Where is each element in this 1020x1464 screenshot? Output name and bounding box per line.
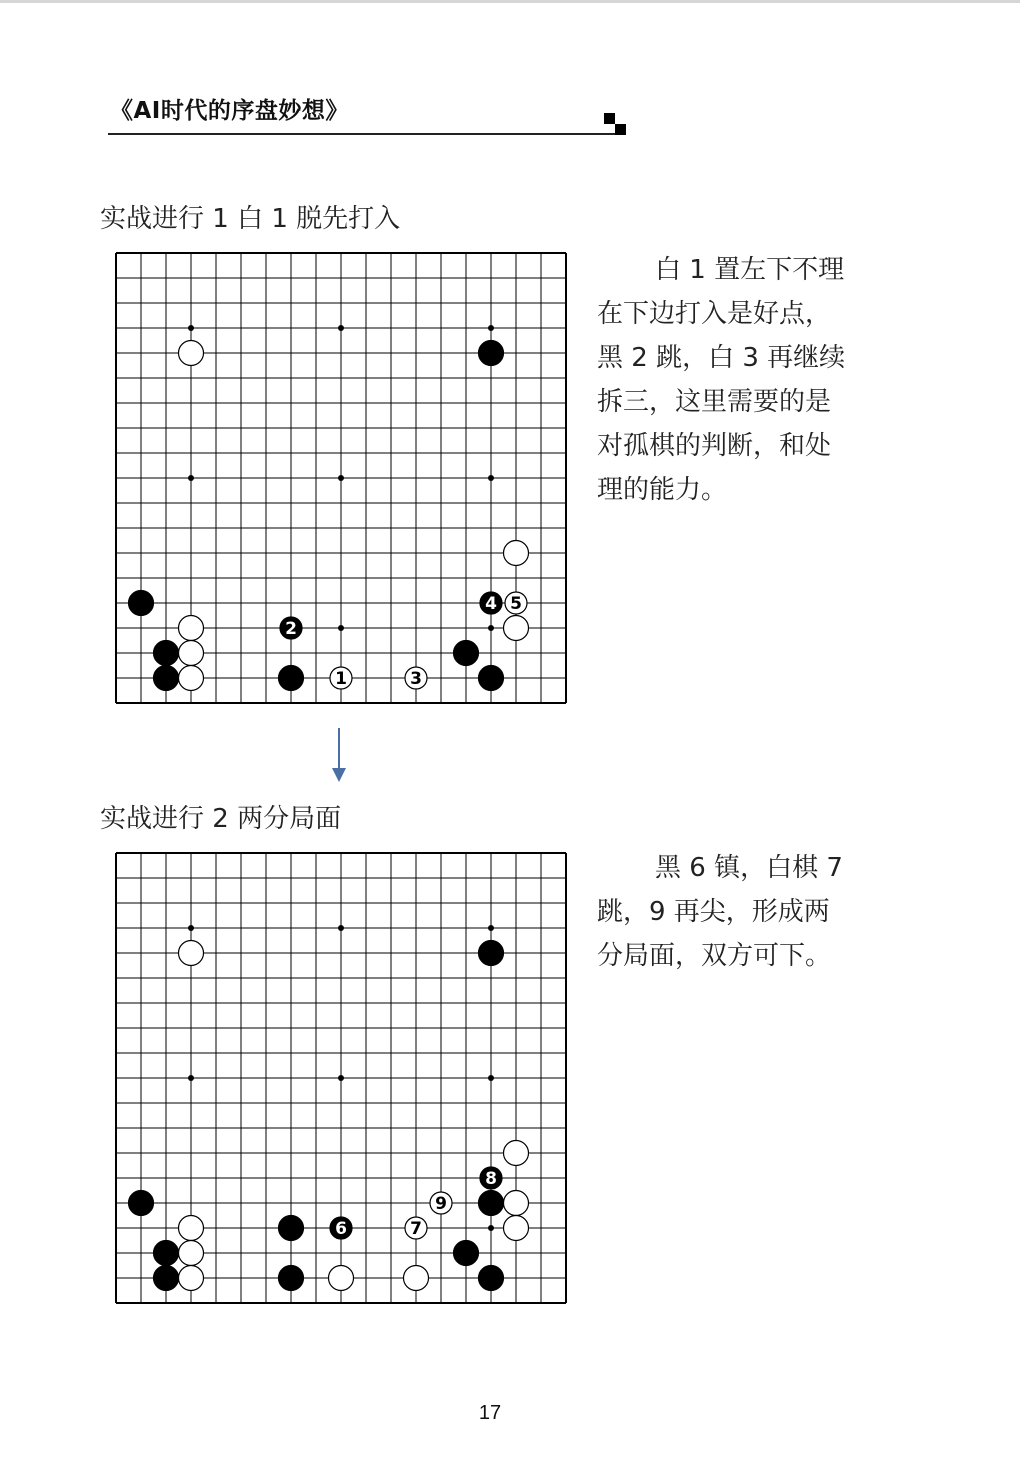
white-stone bbox=[329, 1266, 354, 1291]
stone-body bbox=[404, 1266, 429, 1291]
star-point bbox=[488, 325, 494, 331]
move-number: 5 bbox=[510, 594, 522, 614]
stone-body bbox=[329, 1266, 354, 1291]
stone-body bbox=[504, 541, 529, 566]
stone-body bbox=[154, 666, 179, 691]
book-title: 《AI时代的序盘妙想》 bbox=[110, 98, 349, 124]
black-stone bbox=[129, 591, 154, 616]
star-point bbox=[488, 925, 494, 931]
black-stone bbox=[154, 1241, 179, 1266]
stone-body bbox=[454, 641, 479, 666]
star-point bbox=[338, 475, 344, 481]
down-arrow-icon bbox=[329, 728, 349, 784]
black-stone bbox=[479, 1266, 504, 1291]
star-point bbox=[338, 1075, 344, 1081]
move-number: 9 bbox=[435, 1194, 447, 1214]
numbered-white-stone bbox=[430, 1192, 452, 1214]
black-stone bbox=[454, 641, 479, 666]
white-stone bbox=[179, 1216, 204, 1241]
black-stone bbox=[154, 666, 179, 691]
stone-body bbox=[179, 941, 204, 966]
star-point bbox=[488, 1225, 494, 1231]
white-stone bbox=[179, 1241, 204, 1266]
numbered-white-stone bbox=[330, 667, 352, 689]
stone-body bbox=[179, 1266, 204, 1291]
stone-body bbox=[504, 1216, 529, 1241]
white-stone bbox=[504, 541, 529, 566]
go-board-svg bbox=[110, 250, 574, 708]
page-number: 17 bbox=[478, 1402, 502, 1424]
stone-body bbox=[504, 1191, 529, 1216]
black-stone bbox=[154, 641, 179, 666]
black-stone bbox=[479, 1191, 504, 1216]
numbered-white-stone bbox=[405, 667, 427, 689]
star-point bbox=[188, 475, 194, 481]
black-stone bbox=[154, 1266, 179, 1291]
move-number: 6 bbox=[335, 1219, 347, 1239]
black-stone bbox=[279, 1266, 304, 1291]
move-number: 2 bbox=[285, 619, 297, 639]
diagram-2-caption: 实战进行 2 两分局面 bbox=[100, 804, 342, 834]
stone-body bbox=[279, 1266, 304, 1291]
black-stone bbox=[279, 1216, 304, 1241]
stone-body bbox=[504, 616, 529, 641]
star-point bbox=[188, 925, 194, 931]
numbered-black-stone bbox=[280, 617, 302, 639]
black-stone bbox=[479, 666, 504, 691]
white-stone bbox=[404, 1266, 429, 1291]
move-number: 3 bbox=[410, 669, 422, 689]
move-number: 4 bbox=[485, 594, 497, 614]
black-stone bbox=[479, 941, 504, 966]
numbered-black-stone bbox=[480, 1167, 502, 1189]
black-stone bbox=[129, 1191, 154, 1216]
stone-body bbox=[479, 666, 504, 691]
star-point bbox=[338, 925, 344, 931]
stone-body bbox=[154, 1241, 179, 1266]
white-stone bbox=[179, 641, 204, 666]
stone-body bbox=[179, 1216, 204, 1241]
numbered-white-stone bbox=[505, 592, 527, 614]
stone-body bbox=[454, 1241, 479, 1266]
stone-body bbox=[129, 591, 154, 616]
go-board-1 bbox=[110, 250, 574, 708]
numbered-black-stone bbox=[480, 592, 502, 614]
star-point bbox=[188, 325, 194, 331]
header-corner-mark bbox=[604, 113, 615, 124]
black-stone bbox=[454, 1241, 479, 1266]
stone-body bbox=[179, 641, 204, 666]
white-stone bbox=[504, 1191, 529, 1216]
diagram-2-commentary: 黑 6 镇，白棋 7 跳，9 再尖，形成两分局面，双方可下。 bbox=[597, 853, 843, 971]
diagram-1-caption: 实战进行 1 白 1 脱先打入 bbox=[100, 204, 401, 234]
stone-body bbox=[479, 1266, 504, 1291]
stone-body bbox=[279, 666, 304, 691]
stone-body bbox=[504, 1141, 529, 1166]
header-rule bbox=[108, 133, 626, 135]
stone-body bbox=[179, 616, 204, 641]
white-stone bbox=[179, 666, 204, 691]
white-stone bbox=[179, 941, 204, 966]
stone-body bbox=[479, 1191, 504, 1216]
numbered-black-stone bbox=[330, 1217, 352, 1239]
move-number: 7 bbox=[410, 1219, 422, 1239]
move-number: 1 bbox=[335, 669, 347, 689]
white-stone bbox=[504, 616, 529, 641]
black-stone bbox=[279, 666, 304, 691]
stone-body bbox=[154, 1266, 179, 1291]
stone-body bbox=[179, 341, 204, 366]
white-stone bbox=[179, 341, 204, 366]
stone-body bbox=[279, 1216, 304, 1241]
star-point bbox=[338, 325, 344, 331]
black-stone bbox=[479, 341, 504, 366]
stone-body bbox=[179, 666, 204, 691]
go-board-svg bbox=[110, 850, 574, 1308]
header-corner-mark bbox=[615, 124, 626, 135]
top-rule bbox=[0, 0, 1020, 3]
star-point bbox=[488, 625, 494, 631]
move-number: 8 bbox=[485, 1169, 497, 1189]
numbered-white-stone bbox=[405, 1217, 427, 1239]
white-stone bbox=[504, 1141, 529, 1166]
white-stone bbox=[504, 1216, 529, 1241]
star-point bbox=[488, 1075, 494, 1081]
star-point bbox=[488, 475, 494, 481]
go-board-2 bbox=[110, 850, 574, 1308]
stone-body bbox=[479, 341, 504, 366]
star-point bbox=[338, 625, 344, 631]
white-stone bbox=[179, 616, 204, 641]
stone-body bbox=[129, 1191, 154, 1216]
star-point bbox=[188, 1075, 194, 1081]
stone-body bbox=[179, 1241, 204, 1266]
stone-body bbox=[479, 941, 504, 966]
diagram-1-commentary: 白 1 置左下不理在下边打入是好点，黑 2 跳，白 3 再继续拆三，这里需要的是对孤棋的判断，和处理的能力。 bbox=[597, 255, 846, 505]
white-stone bbox=[179, 1266, 204, 1291]
stone-body bbox=[154, 641, 179, 666]
